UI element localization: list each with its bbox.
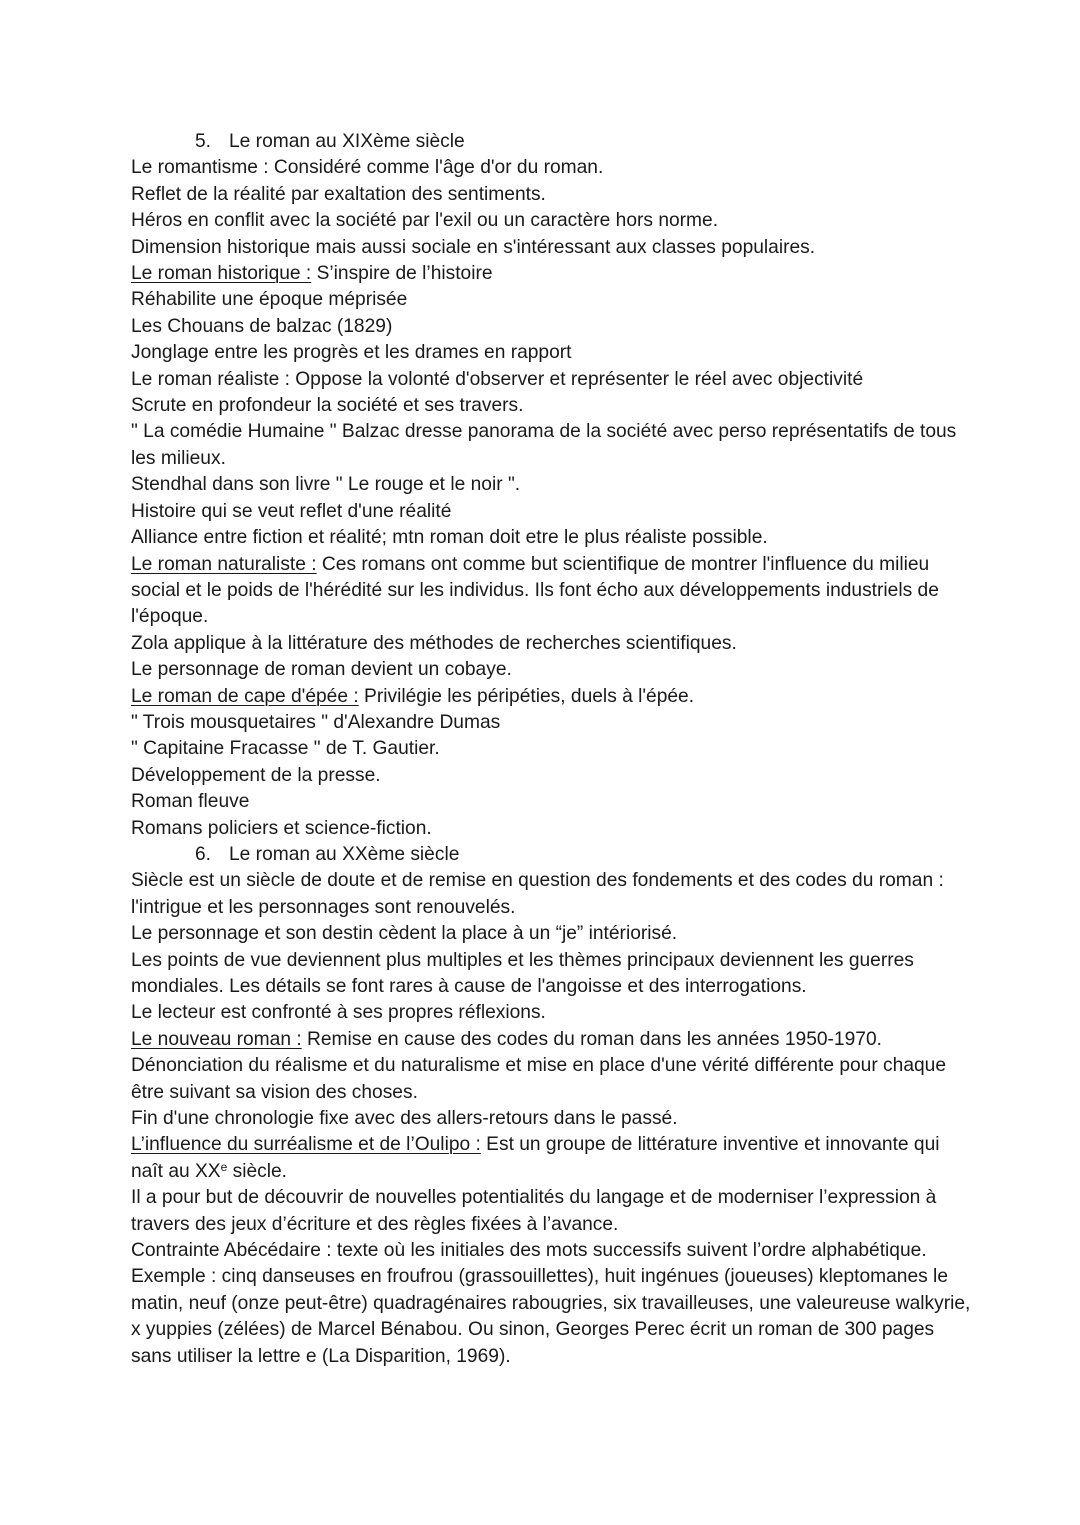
term-label: Le roman de cape d'épée : [131, 685, 359, 707]
paragraph-oulipo [131, 1132, 971, 1185]
term-label: L’influence du surréalisme et de l’Oulipo : [131, 1134, 481, 1156]
paragraph-line: Les points de vue deviennent plus multiples et les thèmes principaux deviennent les guerres mondiales. Les détails se font rares à cause de l'angoisse et des interrogations. [131, 949, 914, 997]
term-definition: Ces romans ont comme but scientifique de montrer l'influence du milieu social et le poids de l'hérédité sur les individus. Ils font écho aux développements industriels de l'époque. [131, 553, 939, 628]
term-definition: Est un groupe de littérature inventive et innovante qui naît au XX [131, 1134, 940, 1182]
term-definition: Privilégie les péripéties, duels à l'épée. [358, 685, 695, 707]
term-label: Le nouveau roman : [131, 1028, 302, 1050]
paragraph-roman-naturaliste [131, 552, 971, 631]
paragraph-line: Roman fleuve [131, 791, 250, 813]
section-heading-20th-century [131, 842, 971, 868]
document-body [131, 129, 971, 1370]
paragraph-line: Réhabilite une époque méprisée [131, 289, 408, 311]
term-definition-end: siècle. [227, 1160, 288, 1182]
paragraph-line: Scrute en profondeur la société et ses travers. [131, 395, 524, 417]
section-number: 5. [195, 131, 212, 152]
term-definition: Remise en cause des codes du roman dans les années 1950-1970. [301, 1028, 882, 1050]
paragraph-line: Dimension historique mais aussi sociale en s'intéressant aux classes populaires. [131, 236, 816, 258]
section-title: Le roman au XIXème siècle [229, 131, 465, 152]
paragraph-line: Fin d'une chronologie fixe avec des allers-retours dans le passé. [131, 1108, 678, 1130]
paragraph-line: " Capitaine Fracasse " de T. Gautier. [131, 738, 440, 760]
paragraph-line: Jonglage entre les progrès et les drames en rapport [131, 342, 572, 364]
term-label: Le roman historique : [131, 263, 312, 285]
section-title: Le roman au XXème siècle [229, 843, 460, 865]
section-heading-19th-century [131, 129, 971, 155]
term-definition: S’inspire de l’histoire [311, 263, 493, 285]
paragraph-line: " Trois mousquetaires " d'Alexandre Dumas [131, 711, 501, 733]
paragraph-line: Les Chouans de balzac (1829) [131, 315, 393, 337]
paragraph-roman-historique [131, 261, 971, 287]
paragraph-line: Le personnage et son destin cèdent la place à un “je” intériorisé. [131, 923, 678, 945]
paragraph-line: Dénonciation du réalisme et du naturalisme et mise en place d'une vérité différente pour chaque être suivant sa vision des choses. [131, 1055, 947, 1103]
section-number: 6. [195, 843, 212, 865]
paragraph-line: Stendhal dans son livre " Le rouge et le noir ". [131, 474, 521, 496]
paragraph-line: " La comédie Humaine " Balzac dresse panorama de la société avec perso représentatifs de tous les milieux. [131, 421, 957, 469]
paragraph-line: Le lecteur est confronté à ses propres réflexions. [131, 1002, 546, 1024]
paragraph-line: Histoire qui se veut reflet d'une réalité [131, 500, 452, 522]
paragraph-line: Il a pour but de découvrir de nouvelles potentialités du langage et de moderniser l’expression à travers des jeux d’écriture et des règles fixées à l’avance. [131, 1187, 937, 1235]
paragraph-line: Le personnage de roman devient un cobaye. [131, 659, 512, 681]
paragraph-line: Développement de la presse. [131, 764, 381, 786]
paragraph-abecedaire: Contrainte Abécédaire : texte où les initiales des mots successifs suivent l’ordre alphabétique. Exemple : cinq danseuses en froufrou (grassouillettes), huit ingénues (joueuses) kleptomanes le matin, neuf (onze peut-être) quadragénaires rabougries, six travailleuses, une valeureuse walkyrie, x yuppies (zélées) de Marcel Bénabou. Ou sinon, Georges Perec écrit un roman de 300 pages sans utiliser la lettre e (La Disparition, 1969). [131, 1240, 971, 1367]
paragraph-nouveau-roman [131, 1027, 971, 1053]
paragraph-line: Reflet de la réalité par exaltation des sentiments. [131, 183, 546, 205]
paragraph-line: Siècle est un siècle de doute et de remise en question des fondements et des codes du roman : l'intrigue et les personnages sont renouvelés. [131, 870, 944, 918]
paragraph-roman-realiste: Le roman réaliste : Oppose la volonté d'observer et représenter le réel avec objectivité [131, 368, 864, 390]
paragraph-line: Romans policiers et science-fiction. [131, 817, 432, 839]
paragraph-line: Zola applique à la littérature des méthodes de recherches scientifiques. [131, 632, 737, 654]
term-label: Le roman naturaliste : [131, 553, 317, 575]
paragraph-cape-epee [131, 684, 971, 710]
paragraph-line: Alliance entre fiction et réalité; mtn roman doit etre le plus réaliste possible. [131, 527, 768, 549]
superscript: e [220, 1159, 228, 1174]
paragraph-line: Héros en conflit avec la société par l'exil ou un caractère hors norme. [131, 210, 719, 232]
paragraph-romantisme: Le romantisme : Considéré comme l'âge d'or du roman. [131, 157, 604, 179]
